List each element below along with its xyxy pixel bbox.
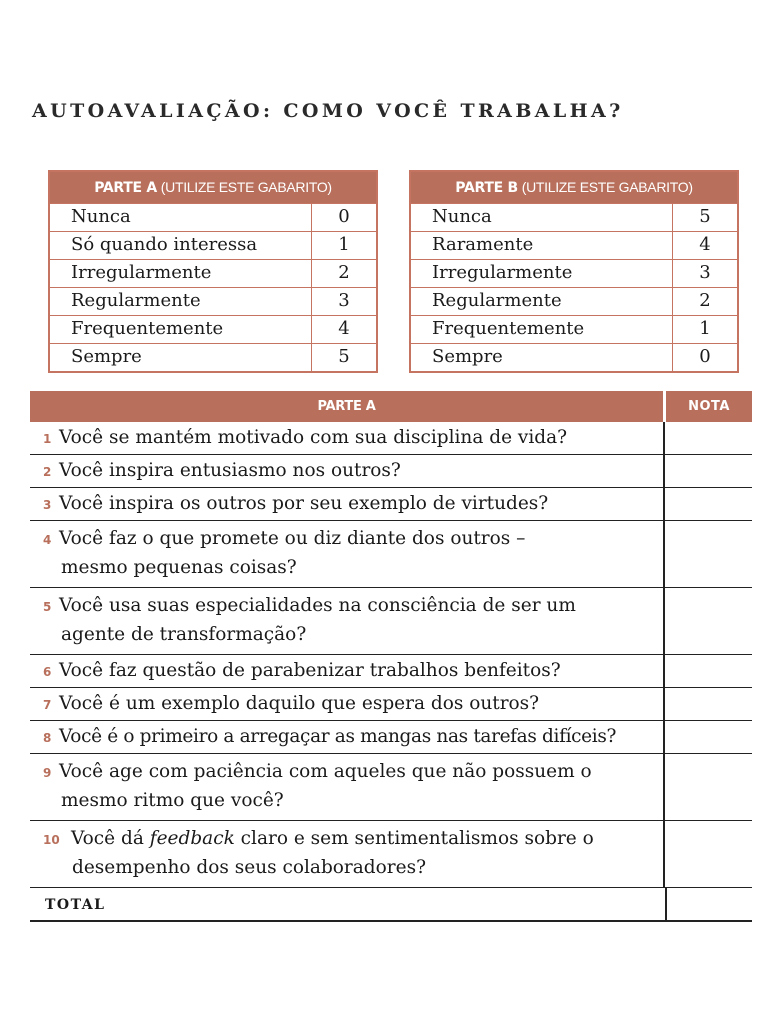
question-text [30,455,665,487]
question-number: 3 [43,498,52,512]
answer-key-part-label: PARTE A [94,180,157,196]
answer-key-score: 5 [338,346,350,367]
answer-key-part-label: PARTE B [455,180,518,196]
question-row [30,521,752,588]
score-cell[interactable] [665,655,752,687]
score-cell[interactable] [665,754,752,820]
question-line: Você inspira entusiasmo nos outros? [59,460,401,481]
answer-key-label: Nunca [50,204,312,231]
question-line-start: Você dá [71,828,150,849]
answer-key-label: Só quando interessa [50,232,312,259]
question-number: 5 [43,600,52,614]
answer-key-label: Sempre [50,344,312,371]
question-row [30,422,752,455]
answer-key-label: Irregularmente [411,260,673,287]
answer-key-part-a [48,170,378,373]
answer-key-header [50,172,376,203]
score-cell[interactable] [665,521,752,587]
answer-key-label: Sempre [411,344,673,371]
question-emphasis: feedback [149,828,235,849]
score-cell[interactable] [665,821,752,887]
answer-key-label: Frequentemente [411,316,673,343]
answer-key-row [411,287,737,315]
question-text [30,521,665,587]
total-score-cell[interactable] [667,888,752,920]
question-text [30,422,665,454]
question-number: 10 [43,833,60,847]
question-number: 9 [43,766,52,780]
question-row [30,455,752,488]
question-line: Você se mantém motivado com sua disciplina de vida? [59,427,568,448]
answer-key-label: Irregularmente [50,260,312,287]
question-text [30,721,665,753]
question-row [30,655,752,688]
question-number: 2 [43,465,52,479]
score-cell[interactable] [665,688,752,720]
question-line-2: agente de transformação? [61,624,307,645]
question-text [30,588,665,654]
question-text [30,488,665,520]
answer-key-score: 0 [699,346,711,367]
question-line: Você faz questão de parabenizar trabalhos benfeitos? [59,660,561,681]
answer-key-row [50,315,376,343]
total-label: TOTAL [30,888,667,920]
answer-key-score: 2 [338,262,350,283]
answer-key-label: Frequentemente [50,316,312,343]
answer-key-row [411,203,737,231]
answer-key-label: Raramente [411,232,673,259]
answer-key-row [411,259,737,287]
answer-key-label: Regularmente [50,288,312,315]
score-column-heading: NOTA [666,391,752,422]
question-row [30,588,752,655]
question-text [30,655,665,687]
answer-key-score: 2 [699,290,711,311]
survey-header [30,391,752,422]
answer-key-score: 3 [338,290,350,311]
question-line: Você inspira os outros por seu exemplo de virtudes? [59,493,549,514]
question-line-2: mesmo pequenas coisas? [61,557,297,578]
question-line: Você age com paciência com aqueles que não possuem o [59,761,592,782]
answer-key-row [50,259,376,287]
answer-key-row [50,203,376,231]
question-row [30,821,752,888]
answer-key-score: 4 [699,234,711,255]
answer-key-score: 1 [338,234,350,255]
answer-key-score: 0 [338,206,350,227]
question-line-2: desempenho dos seus colaboradores? [72,857,426,878]
answer-key-label: Regularmente [411,288,673,315]
question-line-end: claro e sem sentimentalismos sobre o [234,828,594,849]
score-cell[interactable] [665,488,752,520]
question-line: Você usa suas especialidades na consciência de ser um [59,595,576,616]
question-row [30,721,752,754]
question-line: Você faz o que promete ou diz diante dos outros – [59,528,526,549]
score-cell[interactable] [665,422,752,454]
total-row [30,888,752,922]
question-number: 7 [43,698,52,712]
question-row [30,488,752,521]
answer-key-part-b [409,170,739,373]
question-text [30,821,665,887]
question-text [30,688,665,720]
question-number: 8 [43,731,51,745]
answer-key-row [411,231,737,259]
question-row [30,754,752,821]
answer-key-score: 5 [699,206,711,227]
answer-key-instruction: (UTILIZE ESTE GABARITO) [521,179,693,195]
answer-key-instruction: (UTILIZE ESTE GABARITO) [160,179,332,195]
answer-key-score: 4 [338,318,350,339]
question-number: 6 [43,665,52,679]
answer-key-row [411,343,737,371]
question-number: 4 [43,533,52,547]
question-line: Você é o primeiro a arregaçar as mangas nas tarefas difíceis? [59,726,617,747]
score-cell[interactable] [665,588,752,654]
survey-table [30,391,752,922]
question-text [30,754,665,820]
answer-key-header [411,172,737,203]
answer-key-row [411,315,737,343]
answer-key-row [50,343,376,371]
question-line: Você é um exemplo daquilo que espera dos outros? [59,693,540,714]
answer-key-score: 3 [699,262,711,283]
score-cell[interactable] [665,455,752,487]
page-title: AUTOAVALIAÇÃO: COMO VOCÊ TRABALHA? [32,100,624,122]
answer-key-row [50,231,376,259]
question-line-2: mesmo ritmo que você? [61,790,284,811]
answer-key-score: 1 [699,318,711,339]
survey-part-heading: PARTE A [30,391,663,422]
answer-key-row [50,287,376,315]
question-number: 1 [43,432,52,446]
score-cell[interactable] [665,721,752,753]
answer-key-label: Nunca [411,204,673,231]
question-row [30,688,752,721]
